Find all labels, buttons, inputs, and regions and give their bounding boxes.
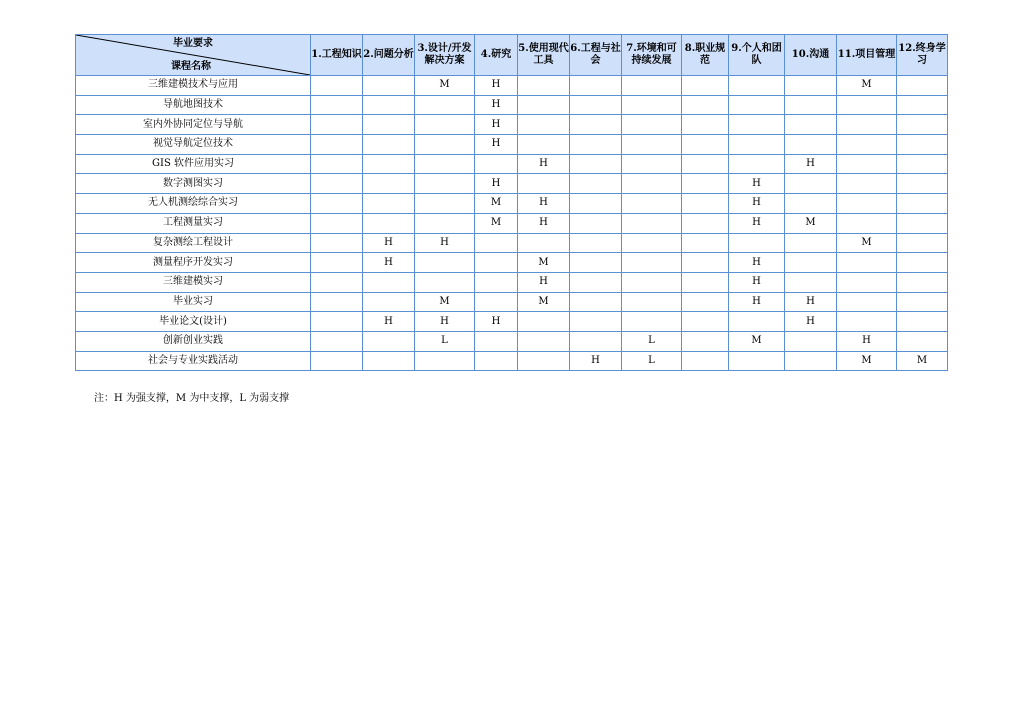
support-level-cell: H — [729, 253, 785, 273]
support-level-cell — [785, 253, 837, 273]
support-level-cell — [415, 135, 475, 155]
support-level-cell — [622, 76, 682, 96]
support-level-cell — [682, 174, 729, 194]
support-level-cell — [311, 213, 363, 233]
support-level-cell — [570, 174, 622, 194]
support-level-cell — [837, 194, 897, 214]
course-name-cell: 社会与专业实践活动 — [76, 351, 311, 371]
support-level-cell — [363, 331, 415, 351]
course-name-cell: 测量程序开发实习 — [76, 253, 311, 273]
support-level-cell — [415, 351, 475, 371]
support-level-cell: H — [475, 135, 518, 155]
support-level-cell — [363, 76, 415, 96]
support-level-cell: L — [622, 331, 682, 351]
support-level-cell — [311, 233, 363, 253]
support-level-cell: M — [837, 233, 897, 253]
support-level-cell: M — [475, 194, 518, 214]
support-level-cell — [785, 115, 837, 135]
course-name-cell: 数字测图实习 — [76, 174, 311, 194]
support-level-cell — [363, 194, 415, 214]
course-name-cell: 三维建模实习 — [76, 272, 311, 292]
support-level-cell — [518, 233, 570, 253]
support-level-cell — [415, 174, 475, 194]
support-level-cell — [897, 292, 948, 312]
support-level-cell — [363, 351, 415, 371]
support-level-cell — [622, 292, 682, 312]
table-row — [76, 272, 948, 292]
course-name-cell: 视觉导航定位技术 — [76, 135, 311, 155]
support-level-cell — [570, 272, 622, 292]
support-level-cell — [897, 135, 948, 155]
support-level-cell — [518, 135, 570, 155]
support-level-cell — [622, 135, 682, 155]
support-level-cell — [475, 253, 518, 273]
support-level-cell — [682, 292, 729, 312]
support-level-cell — [475, 272, 518, 292]
support-level-cell — [475, 154, 518, 174]
support-level-cell — [682, 233, 729, 253]
requirement-header-1: 1.工程知识 — [311, 35, 363, 76]
table-row — [76, 312, 948, 332]
support-level-cell — [570, 312, 622, 332]
support-level-cell — [518, 174, 570, 194]
support-level-cell — [311, 272, 363, 292]
support-level-cell — [311, 95, 363, 115]
support-level-cell: H — [518, 213, 570, 233]
support-level-cell — [622, 213, 682, 233]
table-row — [76, 331, 948, 351]
support-level-cell — [518, 331, 570, 351]
requirement-header-11: 11.项目管理 — [837, 35, 897, 76]
requirement-header-6: 6.工程与社会 — [570, 35, 622, 76]
table-row — [76, 135, 948, 155]
support-level-cell — [897, 95, 948, 115]
support-level-cell — [897, 76, 948, 96]
support-level-cell — [311, 135, 363, 155]
support-level-cell — [570, 233, 622, 253]
legend-note: 注：H 为强支撑，M 为中支撑，L 为弱支撑 — [94, 393, 290, 404]
table-row — [76, 292, 948, 312]
support-level-cell: H — [475, 95, 518, 115]
support-level-cell: H — [837, 331, 897, 351]
support-level-cell — [415, 253, 475, 273]
support-level-cell — [682, 154, 729, 174]
support-level-cell — [415, 154, 475, 174]
support-level-cell: M — [837, 351, 897, 371]
support-level-cell — [622, 253, 682, 273]
support-level-cell — [363, 154, 415, 174]
table-row — [76, 115, 948, 135]
support-level-cell — [311, 174, 363, 194]
support-level-cell — [682, 312, 729, 332]
support-level-cell — [570, 253, 622, 273]
support-level-cell: H — [363, 312, 415, 332]
course-name-cell: 工程测量实习 — [76, 213, 311, 233]
support-level-cell — [837, 213, 897, 233]
course-name-cell: 三维建模技术与应用 — [76, 76, 311, 96]
support-level-cell — [897, 115, 948, 135]
support-level-cell — [622, 194, 682, 214]
support-level-cell — [837, 115, 897, 135]
support-level-cell — [570, 95, 622, 115]
support-level-cell: H — [363, 233, 415, 253]
support-level-cell — [518, 351, 570, 371]
support-level-cell: L — [622, 351, 682, 371]
support-level-cell: M — [785, 213, 837, 233]
support-level-cell — [682, 95, 729, 115]
support-level-cell — [729, 351, 785, 371]
support-level-cell — [785, 351, 837, 371]
table-row — [76, 233, 948, 253]
support-level-cell — [729, 312, 785, 332]
support-level-cell — [363, 135, 415, 155]
support-level-cell — [415, 95, 475, 115]
support-level-cell — [415, 272, 475, 292]
support-level-cell: H — [518, 194, 570, 214]
support-level-cell — [363, 95, 415, 115]
table-row — [76, 95, 948, 115]
support-level-cell — [897, 174, 948, 194]
support-level-cell — [729, 135, 785, 155]
support-level-cell — [729, 95, 785, 115]
requirements-matrix-table — [75, 34, 948, 371]
support-level-cell: H — [518, 272, 570, 292]
requirement-header-9: 9.个人和团队 — [729, 35, 785, 76]
support-level-cell — [570, 76, 622, 96]
course-name-cell: 毕业论文(设计) — [76, 312, 311, 332]
support-level-cell — [311, 76, 363, 96]
support-level-cell — [518, 76, 570, 96]
support-level-cell — [785, 76, 837, 96]
support-level-cell: M — [475, 213, 518, 233]
support-level-cell — [682, 331, 729, 351]
support-level-cell — [570, 135, 622, 155]
support-level-cell — [363, 213, 415, 233]
support-level-cell — [475, 292, 518, 312]
support-level-cell — [570, 213, 622, 233]
course-name-cell: 无人机测绘综合实习 — [76, 194, 311, 214]
corner-bottom-label: 课程名称 — [171, 61, 211, 72]
support-level-cell — [311, 292, 363, 312]
support-level-cell — [570, 194, 622, 214]
requirement-header-8: 8.职业规范 — [682, 35, 729, 76]
support-level-cell: M — [837, 76, 897, 96]
support-level-cell — [363, 272, 415, 292]
header-row — [76, 35, 948, 76]
support-level-cell — [729, 233, 785, 253]
support-level-cell — [729, 76, 785, 96]
support-level-cell — [897, 194, 948, 214]
table-row — [76, 194, 948, 214]
support-level-cell — [785, 174, 837, 194]
course-name-cell: 创新创业实践 — [76, 331, 311, 351]
support-level-cell — [682, 272, 729, 292]
course-name-cell: 复杂测绘工程设计 — [76, 233, 311, 253]
support-level-cell: H — [475, 174, 518, 194]
course-name-cell: 室内外协同定位与导航 — [76, 115, 311, 135]
support-level-cell: H — [415, 233, 475, 253]
support-level-cell — [311, 194, 363, 214]
support-level-cell — [311, 351, 363, 371]
support-level-cell — [622, 272, 682, 292]
support-level-cell — [622, 154, 682, 174]
support-level-cell — [518, 115, 570, 135]
support-level-cell — [570, 154, 622, 174]
support-level-cell — [475, 331, 518, 351]
requirement-header-3: 3.设计/开发解决方案 — [415, 35, 475, 76]
course-name-cell: 毕业实习 — [76, 292, 311, 312]
support-level-cell — [363, 115, 415, 135]
support-level-cell — [897, 253, 948, 273]
course-name-cell: 导航地图技术 — [76, 95, 311, 115]
table-row — [76, 154, 948, 174]
support-level-cell — [897, 233, 948, 253]
support-level-cell — [837, 154, 897, 174]
support-level-cell — [622, 95, 682, 115]
support-level-cell — [785, 194, 837, 214]
support-level-cell — [682, 76, 729, 96]
support-level-cell — [785, 95, 837, 115]
support-level-cell: H — [415, 312, 475, 332]
matrix-body — [76, 76, 948, 371]
corner-header-cell — [76, 35, 311, 76]
support-level-cell — [570, 292, 622, 312]
support-level-cell: M — [897, 351, 948, 371]
support-level-cell — [311, 115, 363, 135]
support-level-cell — [837, 272, 897, 292]
support-level-cell — [475, 233, 518, 253]
support-level-cell: L — [415, 331, 475, 351]
support-level-cell: H — [518, 154, 570, 174]
support-level-cell: M — [729, 331, 785, 351]
support-level-cell — [518, 95, 570, 115]
support-level-cell — [363, 292, 415, 312]
support-level-cell — [415, 213, 475, 233]
requirement-header-4: 4.研究 — [475, 35, 518, 76]
support-level-cell — [570, 115, 622, 135]
table-row — [76, 213, 948, 233]
support-level-cell: H — [570, 351, 622, 371]
support-level-cell — [475, 351, 518, 371]
requirement-header-7: 7.环境和可持续发展 — [622, 35, 682, 76]
support-level-cell: H — [475, 312, 518, 332]
support-level-cell: H — [729, 213, 785, 233]
support-level-cell — [837, 312, 897, 332]
support-level-cell — [682, 213, 729, 233]
support-level-cell — [622, 233, 682, 253]
support-level-cell: H — [729, 272, 785, 292]
support-level-cell — [682, 115, 729, 135]
support-level-cell: M — [415, 76, 475, 96]
support-level-cell — [785, 233, 837, 253]
support-level-cell: M — [415, 292, 475, 312]
support-level-cell — [897, 331, 948, 351]
table-row — [76, 351, 948, 371]
support-level-cell — [837, 95, 897, 115]
support-level-cell — [837, 174, 897, 194]
support-level-cell: H — [729, 292, 785, 312]
support-level-cell — [518, 312, 570, 332]
table-row — [76, 76, 948, 96]
support-level-cell — [622, 312, 682, 332]
support-level-cell — [622, 174, 682, 194]
table-row — [76, 253, 948, 273]
support-level-cell — [570, 331, 622, 351]
support-level-cell — [622, 115, 682, 135]
support-level-cell: H — [475, 76, 518, 96]
support-level-cell — [682, 253, 729, 273]
support-level-cell — [311, 331, 363, 351]
support-level-cell — [785, 135, 837, 155]
support-level-cell — [837, 253, 897, 273]
support-level-cell — [897, 213, 948, 233]
support-level-cell: H — [363, 253, 415, 273]
support-level-cell — [837, 135, 897, 155]
requirement-header-5: 5.使用现代工具 — [518, 35, 570, 76]
support-level-cell — [415, 115, 475, 135]
support-level-cell — [311, 253, 363, 273]
support-level-cell — [785, 272, 837, 292]
course-name-cell: GIS 软件应用实习 — [76, 154, 311, 174]
support-level-cell: H — [785, 312, 837, 332]
support-level-cell — [682, 135, 729, 155]
support-level-cell — [897, 154, 948, 174]
support-level-cell — [682, 194, 729, 214]
support-level-cell: M — [518, 292, 570, 312]
requirement-header-10: 10.沟通 — [785, 35, 837, 76]
support-level-cell: H — [729, 174, 785, 194]
support-level-cell: H — [729, 194, 785, 214]
support-level-cell — [415, 194, 475, 214]
requirement-header-2: 2.问题分析 — [363, 35, 415, 76]
support-level-cell: M — [518, 253, 570, 273]
support-level-cell — [729, 154, 785, 174]
support-level-cell: H — [475, 115, 518, 135]
support-level-cell — [897, 272, 948, 292]
support-level-cell — [311, 312, 363, 332]
support-level-cell — [785, 331, 837, 351]
support-level-cell — [729, 115, 785, 135]
corner-top-label: 毕业要求 — [173, 38, 213, 49]
support-level-cell: H — [785, 292, 837, 312]
support-level-cell — [363, 174, 415, 194]
support-level-cell — [837, 292, 897, 312]
support-level-cell: H — [785, 154, 837, 174]
support-level-cell — [897, 312, 948, 332]
table-row — [76, 174, 948, 194]
support-level-cell — [682, 351, 729, 371]
support-level-cell — [311, 154, 363, 174]
requirement-header-12: 12.终身学习 — [897, 35, 948, 76]
